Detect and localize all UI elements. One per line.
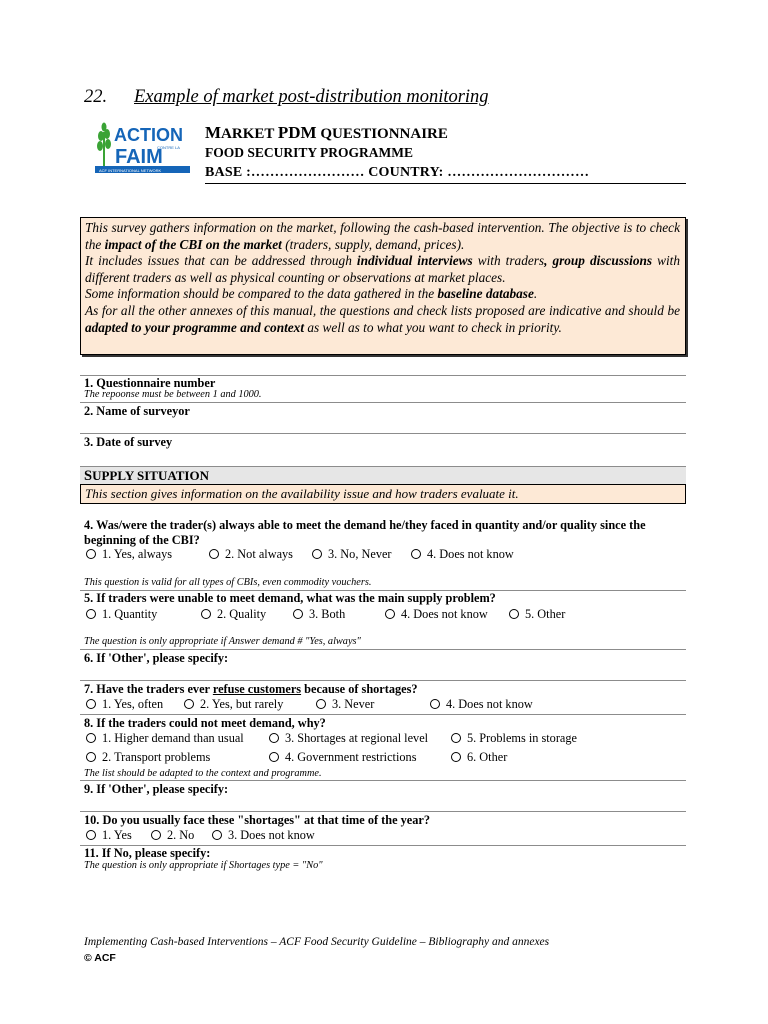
radio-q5-opt4[interactable]	[385, 609, 395, 619]
radio-label: 2. No	[167, 828, 195, 842]
radio-q5-opt5[interactable]	[509, 609, 519, 619]
logo-text-faim: FAIM	[115, 146, 163, 168]
intro-note-box	[80, 217, 686, 355]
question-1-note: The repoonse must be between 1 and 1000.	[84, 389, 262, 400]
question-11-label: 11. If No, please specify:	[84, 846, 211, 860]
question-4-label: 4. Was/were the trader(s) always able to meet the demand he/they faced in quantity and/or quality since the beginning of the CBI?	[84, 518, 646, 547]
radio-q8-opt4[interactable]	[269, 752, 279, 762]
radio-label: 1. Yes, always	[102, 547, 173, 561]
divider	[80, 433, 686, 434]
copyright: © ACF	[84, 952, 116, 964]
radio-q10-opt2[interactable]	[151, 830, 161, 840]
radio-q8-opt6[interactable]	[451, 752, 461, 762]
radio-q8-opt3[interactable]	[269, 733, 279, 743]
radio-q10-opt3[interactable]	[212, 830, 222, 840]
radio-q5-opt1[interactable]	[86, 609, 96, 619]
wheat-icon	[97, 123, 111, 167]
radio-label: 5. Other	[525, 607, 566, 621]
intro-paragraph: Some information should be compared to the data gathered in the baseline database.	[85, 286, 538, 302]
logo-tagline: ACF INTERNATIONAL NETWORK	[99, 167, 162, 173]
logo-text-action: ACTION	[114, 125, 183, 145]
section-number: 22.	[84, 87, 108, 107]
radio-q8-opt5[interactable]	[451, 733, 461, 743]
radio-label: 4. Does not know	[401, 607, 488, 621]
radio-q7-opt2[interactable]	[184, 699, 194, 709]
divider	[80, 714, 686, 715]
radio-label: 4. Does not know	[446, 697, 533, 711]
supply-section-title: SUPPLY SITUATION	[84, 468, 209, 484]
question-10-label: 10. Do you usually face these "shortages" at that time of the year?	[84, 813, 430, 827]
radio-q4-opt2[interactable]	[209, 549, 219, 559]
radio-q4-opt4[interactable]	[411, 549, 421, 559]
divider	[80, 811, 686, 812]
radio-label: 1. Yes	[102, 828, 132, 842]
supply-info-box: This section gives information on the availability issue and how traders evaluate it.	[80, 484, 686, 504]
section-title: Example of market post-distribution monitoring	[134, 87, 489, 107]
radio-label: 1. Quantity	[102, 607, 158, 621]
radio-q5-opt3[interactable]	[293, 609, 303, 619]
intro-paragraph: As for all the other annexes of this manual, the questions and check lists proposed are indicative and should be adapted to your programme and context as well as to what you want to check in priority.	[85, 302, 680, 335]
radio-label: 3. No, Never	[328, 547, 392, 561]
radio-label: 3. Both	[309, 607, 346, 621]
radio-label: 3. Never	[332, 697, 375, 711]
header-rule	[205, 183, 686, 184]
divider	[80, 780, 686, 781]
radio-label: 2. Transport problems	[102, 750, 211, 764]
question-8-label: 8. If the traders could not meet demand, why?	[84, 716, 326, 730]
radio-label: 2. Quality	[217, 607, 267, 621]
intro-paragraph: This survey gathers information on the market, following the cash-based intervention. The objective is to check the impact of the CBI on the market (traders, supply, demand, prices).	[85, 220, 680, 252]
radio-label: 5. Problems in storage	[467, 731, 577, 745]
question-9-label: 9. If 'Other', please specify:	[84, 782, 229, 796]
base-country-line: BASE :…………………… COUNTRY: …………………………	[205, 165, 590, 180]
programme-subtitle: FOOD SECURITY PROGRAMME	[205, 145, 413, 160]
radio-label: 6. Other	[467, 750, 508, 764]
radio-label: 4. Government restrictions	[285, 750, 417, 764]
radio-q7-opt4[interactable]	[430, 699, 440, 709]
radio-label: 4. Does not know	[427, 547, 514, 561]
radio-q5-opt2[interactable]	[201, 609, 211, 619]
question-1-label: 1. Questionnaire number	[84, 376, 216, 390]
page-footer: Implementing Cash-based Interventions – ACF Food Security Guideline – Bibliography and annexes	[84, 936, 550, 948]
radio-q7-opt1[interactable]	[86, 699, 96, 709]
section-heading	[84, 87, 489, 108]
question-4-note: This question is valid for all types of CBIs, even commodity vouchers.	[84, 577, 372, 588]
radio-q7-opt3[interactable]	[316, 699, 326, 709]
radio-q4-opt3[interactable]	[312, 549, 322, 559]
question-3-label: 3. Date of survey	[84, 435, 173, 449]
question-8-note: The list should be adapted to the context and programme.	[84, 768, 322, 779]
radio-label: 2. Not always	[225, 547, 293, 561]
action-contre-la-faim-logo	[95, 122, 190, 178]
questionnaire-title: MARKET PDM QUESTIONNAIRE	[205, 123, 448, 142]
question-2-label: 2. Name of surveyor	[84, 404, 190, 418]
radio-label: 1. Yes, often	[102, 697, 164, 711]
radio-label: 3. Does not know	[228, 828, 315, 842]
question-5-note: The question is only appropriate if Answer demand # "Yes, always"	[84, 636, 361, 647]
radio-label: 3. Shortages at regional level	[285, 731, 429, 745]
logo-text-small: CONTRE LA	[157, 145, 180, 150]
divider	[80, 680, 686, 681]
radio-label: 1. Higher demand than usual	[102, 731, 244, 745]
radio-label: 2. Yes, but rarely	[200, 697, 284, 711]
question-11-note: The question is only appropriate if Shortages type = "No"	[84, 860, 323, 871]
divider	[80, 402, 686, 403]
radio-q8-opt2[interactable]	[86, 752, 96, 762]
radio-q10-opt1[interactable]	[86, 830, 96, 840]
question-7-label: 7. Have the traders ever refuse customers because of shortages?	[84, 682, 418, 696]
radio-q4-opt1[interactable]	[86, 549, 96, 559]
radio-q8-opt1[interactable]	[86, 733, 96, 743]
divider	[80, 649, 686, 650]
question-6-label: 6. If 'Other', please specify:	[84, 651, 229, 665]
question-5-label: 5. If traders were unable to meet demand, what was the main supply problem?	[84, 591, 496, 605]
intro-paragraph: It includes issues that can be addressed through individual interviews with traders, group discussions with different traders as well as physical counting or observations at market places.	[85, 253, 680, 285]
